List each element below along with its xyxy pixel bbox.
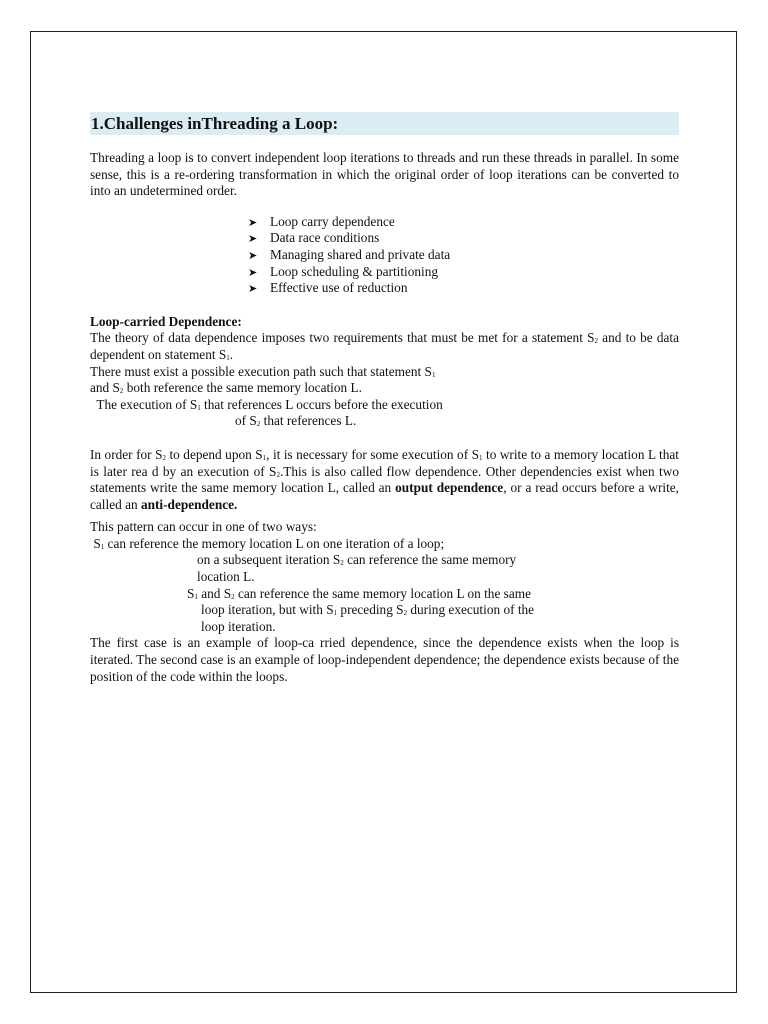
pattern-way-one-cont: on a subsequent iteration $S_2$ can reference the same memory: [197, 552, 517, 568]
challenges-list: [248, 214, 679, 297]
pattern-way-two-cont2: loop iteration.: [201, 618, 276, 634]
flow-dependence-paragraph: In order for $S_2$ to depend upon $S_1$, it is necessary for some execution of $S_1$ to write to a memory location L that is later rea d by an execution of $S_2.This$ is also called flow dependence. Other dependencies exist when two statements write the same memory location L, called an output dependence, or a read occurs before a write, called an anti-dependence.: [90, 446, 679, 512]
list-item-label: Loop carry dependence: [270, 213, 395, 229]
intro-paragraph: Threading a loop is to convert independent loop iterations to threads and run these threads in parallel. In some sense, this is a re-ordering transformation in which the original order of loop iterations can be converted to into an undetermined order.: [90, 150, 679, 199]
pattern-intro: This pattern can occur in one of two ways:: [90, 519, 317, 535]
section-heading: 1.Challenges inThreading a Loop:: [90, 112, 679, 135]
arrowhead-bullet-icon: ➤: [248, 249, 258, 262]
conclusion-paragraph: The first case is an example of loop-ca rried dependence, since the dependence exists when the loop is iterated. The second case is an example of loop-independent dependence; the dependence exists because of the position of the code within the loops.: [90, 635, 680, 684]
pattern-way-one: $S_1$ can reference the memory location L on one iteration of a loop;: [90, 535, 445, 551]
pattern-way-two-cont: loop iteration, but with $S_1$ preceding $S_2$ during execution of the: [201, 602, 535, 618]
requirement-two-line1: The execution of $S_1$ that references L occurs before the execution: [90, 396, 443, 412]
loop-carried-heading: Loop-carried Dependence:: [90, 313, 242, 329]
pattern-way-one-cont2: location L.: [197, 569, 255, 585]
pattern-way-two: $S_1$ and $S_2$ can reference the same memory location L on the same: [187, 585, 531, 601]
list-item: [248, 264, 679, 281]
anti-dependence-term: anti-dependence.: [140, 496, 238, 512]
list-item-label: Effective use of reduction: [270, 280, 408, 296]
dependence-theory-paragraph: The theory of data dependence imposes two requirements that must be met for a statement $S_2$ and to be data dependent on statement $S_1$.: [90, 330, 679, 362]
list-item: [248, 214, 679, 231]
list-item-label: Data race conditions: [270, 230, 380, 246]
list-item: [248, 280, 679, 297]
output-dependence-term: output dependence: [395, 480, 504, 496]
arrowhead-bullet-icon: ➤: [248, 233, 258, 246]
list-item: [248, 247, 679, 264]
requirement-one-line2: and $S_2$ both reference the same memory location L.: [90, 380, 362, 396]
list-item: [248, 230, 679, 247]
arrowhead-bullet-icon: ➤: [248, 266, 258, 279]
arrowhead-bullet-icon: ➤: [248, 216, 258, 229]
document-body: [90, 112, 679, 685]
requirement-two-line2: of $S_2$ that references L.: [235, 413, 357, 429]
requirement-one-line1: There must exist a possible execution path such that statement $S_1$: [90, 363, 436, 379]
list-item-label: Loop scheduling & partitioning: [270, 263, 439, 279]
arrowhead-bullet-icon: ➤: [248, 283, 258, 296]
list-item-label: Managing shared and private data: [270, 246, 451, 262]
